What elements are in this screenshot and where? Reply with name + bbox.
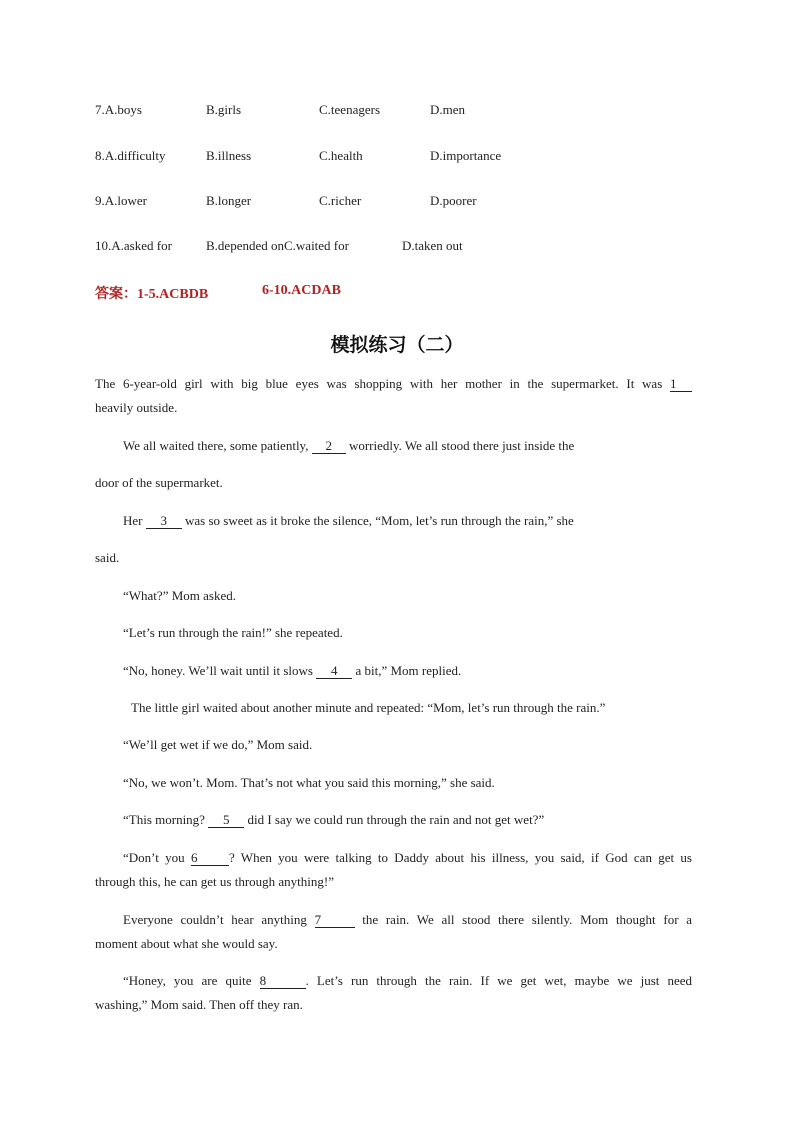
paragraph-9: “No, we won’t. Mom. That’s not what you said this morning,” she said. <box>123 775 495 790</box>
text: “This morning? <box>123 812 209 827</box>
text: The 6-year-old girl with big blue eyes was shopping with her mother in the supermarket. It was <box>95 376 670 391</box>
paragraph-4: “What?” Mom asked. <box>123 588 236 603</box>
paragraph-2-line-1 <box>123 438 574 454</box>
question-number: 9. <box>95 193 105 208</box>
blank-3: 3 <box>146 514 182 529</box>
paragraph-11-line-1 <box>123 850 692 866</box>
paragraph-1-line-1 <box>95 376 692 392</box>
paragraph-13-line-2: washing,” Mom said. Then off they ran. <box>95 997 303 1012</box>
blank-2: 2 <box>312 439 346 454</box>
answer-key <box>95 283 341 303</box>
text: did I say we could run through the rain and not get wet?” <box>244 812 545 827</box>
paragraph-10 <box>123 812 544 828</box>
question-8-option-a <box>95 148 166 164</box>
blank-4: 4 <box>316 664 352 679</box>
question-number: 10. <box>95 238 112 253</box>
question-7-option-b: B.girls <box>206 102 242 117</box>
text: We all waited there, some patiently, <box>123 438 312 453</box>
text: . Let’s run through the rain. If we get wet, maybe we just need <box>305 973 692 988</box>
question-10-option-bc <box>206 238 349 254</box>
question-7-option-c: C.teenagers <box>319 102 381 117</box>
option-a-text: A.boys <box>104 102 142 117</box>
paragraph-3-line-2: said. <box>95 550 120 565</box>
paragraph-2-line-2: door of the supermarket. <box>95 475 223 490</box>
blank-1: 1 <box>670 377 692 392</box>
paragraph-11-line-2: through this, he can get us through anything!” <box>95 874 335 889</box>
paragraph-8: “We’ll get wet if we do,” Mom said. <box>123 737 313 752</box>
question-number: 7. <box>95 102 105 117</box>
question-8-option-b: B.illness <box>206 148 252 163</box>
question-number: 8. <box>95 148 105 163</box>
blank-8: 8 <box>260 974 306 989</box>
question-8-option-d: D.importance <box>430 148 502 163</box>
text: “Don’t you <box>123 850 191 865</box>
question-8 <box>95 148 715 166</box>
text: “No, honey. We’ll wait until it slows <box>123 663 317 678</box>
question-7-option-d: D.men <box>430 102 466 117</box>
question-9 <box>95 193 715 211</box>
paragraph-7: The little girl waited about another minute and repeated: “Mom, let’s run through the rain.” <box>131 700 606 715</box>
question-9-option-c: C.richer <box>319 193 362 208</box>
section-title: 模拟练习（二） <box>330 334 464 356</box>
question-10 <box>95 238 715 256</box>
answer-part-1: 1-5.ACBDB <box>137 287 209 302</box>
paragraph-12-line-1 <box>123 912 692 928</box>
question-9-option-d: D.poorer <box>430 193 477 208</box>
option-b-text: B.depended on <box>206 238 284 253</box>
text: the rain. We all stood there silently. Mom thought for a <box>354 912 692 927</box>
question-7-option-a <box>95 102 142 118</box>
paragraph-6 <box>123 663 461 679</box>
paragraph-12-line-2: moment about what she would say. <box>95 936 278 951</box>
answer-part-2: 6-10.ACDAB <box>262 283 341 298</box>
text: Everyone couldn’t hear anything <box>123 912 315 927</box>
option-a-text: A.asked for <box>111 238 172 253</box>
paragraph-13-line-1 <box>123 973 692 989</box>
text: a bit,” Mom replied. <box>352 663 462 678</box>
paragraph-5: “Let’s run through the rain!” she repeated. <box>123 625 343 640</box>
question-8-option-c: C.health <box>319 148 363 163</box>
question-10-option-d: D.taken out <box>402 238 463 253</box>
paragraph-3-line-1 <box>123 513 574 529</box>
text: was so sweet as it broke the silence, “Mom, let’s run through the rain,” she <box>181 513 574 528</box>
blank-5: 5 <box>208 813 244 828</box>
text: “Honey, you are quite <box>123 973 260 988</box>
question-10-option-a <box>95 238 172 254</box>
answer-label: 答案： <box>95 287 137 302</box>
question-9-option-a <box>95 193 147 209</box>
option-c-text: C.waited for <box>283 238 349 253</box>
blank-6: 6 <box>191 851 229 866</box>
text: ? When you were talking to Daddy about his illness, you said, if God can get us <box>228 850 692 865</box>
blank-7: 7 <box>315 913 355 928</box>
option-a-text: A.lower <box>104 193 147 208</box>
paragraph-1-line-2: heavily outside. <box>95 400 178 415</box>
option-a-text: A.difficulty <box>104 148 166 163</box>
question-7 <box>95 102 715 120</box>
text: worriedly. We all stood there just inside the <box>345 438 575 453</box>
text: Her <box>123 513 146 528</box>
question-9-option-b: B.longer <box>206 193 252 208</box>
